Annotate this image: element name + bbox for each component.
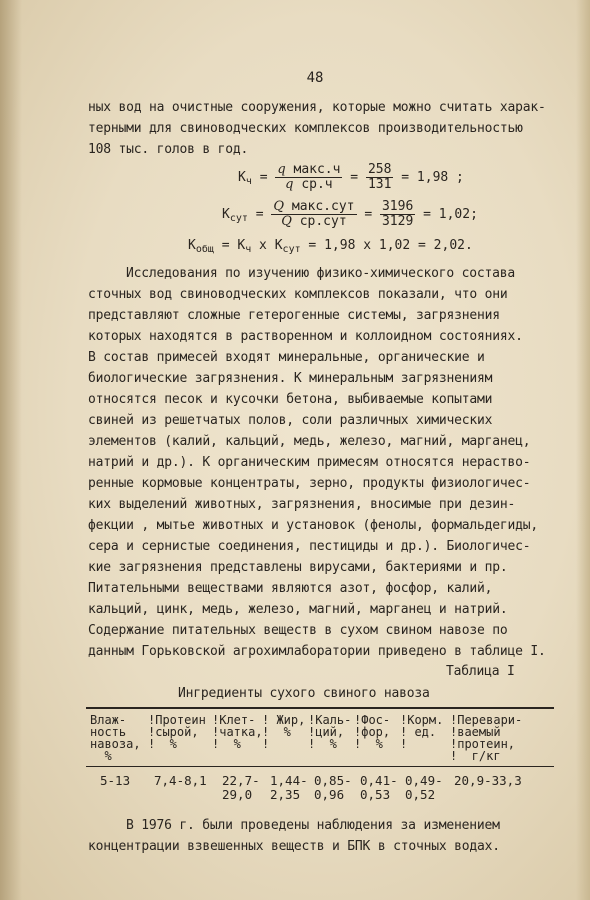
fraction-denominator: ср.сут [299, 214, 347, 229]
text-line: элементов (калий, кальций, медь, железо, магний, марганец, [88, 434, 531, 449]
text-line: натрий и др.). К органическим примесям относятся нераство- [88, 455, 531, 470]
table-cell: 5-13 [100, 773, 131, 788]
formula-kobsh [188, 238, 473, 255]
table-header-cell: Влаж- ность навоза, % [90, 713, 141, 763]
fraction-numerator: макс.сут [291, 199, 355, 214]
formula-part: = К [221, 238, 246, 253]
text-line: кие загрязнения представлены вирусами, бактериями и пр. [88, 560, 508, 575]
formula-subscript: общ [195, 244, 214, 255]
formula-symbol: К [222, 207, 230, 222]
text-line: терными для свиноводческих комплексов производительностью [88, 121, 523, 136]
fraction: $\frac{\text{q макс.ч}}{\text{q ср.ч}}$ [277, 162, 341, 192]
formula-result: = 1,98 ; [401, 170, 464, 185]
table-cell: 1,44- 2,35 [270, 773, 308, 802]
table-title: Ингредиенты сухого свиного навоза [178, 686, 430, 701]
table-header-cell: ! Жир, ! % ! [262, 713, 306, 751]
text-line: относятся песок и кусочки бетона, выбиваемые копытами [88, 392, 493, 407]
table-cell: 0,41- 0,53 [360, 773, 398, 802]
table-cell: 22,7- 29,0 [222, 773, 260, 802]
fraction-denominator: ср.ч [301, 177, 333, 192]
formula-part: х К [251, 238, 283, 253]
text-line: ких выделений животных, загрязнения, вносимые при дезин- [88, 497, 516, 512]
fraction-numerator: макс.ч [293, 162, 341, 177]
page-number: 48 [306, 70, 324, 86]
text-line: 108 тыс. голов в год. [88, 142, 249, 157]
text-line: сера и сернистые соединения, пестициды и др.). Биологичес- [88, 539, 531, 554]
table-cell: 7,4-8,1 [154, 773, 207, 788]
text-line: ных вод на очистные сооружения, которые можно считать харак- [88, 100, 546, 115]
formula-symbol: К [188, 238, 196, 253]
text-line: представляют сложные гетерогенные системы, загрязнения [88, 308, 500, 323]
text-line: которых находятся в растворенном и коллоидном состояниях. [88, 329, 523, 344]
table-header-cell: !Каль- !ций, ! % [308, 713, 352, 751]
table-header-cell: !Протеин !сырой, ! % [148, 713, 206, 751]
fraction-numerator-value: 258 [367, 162, 392, 177]
formula-subscript: ч [245, 176, 252, 187]
text-line: Исследования по изучению физико-химического состава [126, 266, 515, 281]
table-header-cell: !Клет- !чатка, ! % [212, 713, 263, 751]
table-top-rule [86, 707, 554, 709]
fraction-denominator-value: 131 [367, 177, 392, 192]
text-line: биологические загрязнения. К минеральным загрязнениям [88, 371, 493, 386]
text-line: В 1976 г. были проведены наблюдения за изменением [126, 818, 500, 833]
fraction-numerator-value: 3196 [381, 199, 414, 214]
text-line: фекции , мытье животных и установок (фенолы, формальдегиды, [88, 518, 538, 533]
fraction: $\frac{\text{Q макс.сут}}{\text{Q ср.сут}}$ [273, 199, 355, 229]
formula-subscript: сут [282, 244, 301, 255]
table-label: Таблица I [446, 664, 515, 679]
formula-subscript: ч [245, 244, 252, 255]
text-line: данным Горьковской агрохимлаборатории приведено в таблице I. [88, 644, 546, 659]
fraction-denominator-value: 3129 [381, 214, 414, 229]
text-line: свиней из решетчатых полов, соли различных химических [88, 413, 493, 428]
text-line: концентрации взвешенных веществ и БПК в сточных водах. [88, 839, 500, 854]
text-line: кальций, цинк, медь, железо, магний, марганец и натрий. [88, 602, 508, 617]
formula-kch: $К_ч$ = $\frac{\text{q макс.ч}}{\text{q ср.ч}}$ = $\frac{258}{131}$ = 1,98 ; [238, 162, 464, 192]
formula-result: = 1,02; [423, 207, 478, 222]
fraction-values [366, 163, 393, 192]
table-cell: 0,49- 0,52 [405, 773, 443, 802]
text-line: ренные кормовые концентраты, зерно, продукты физиологичес- [88, 476, 531, 491]
text-line: Содержание питательных веществ в сухом свином навозе по [88, 623, 508, 638]
formula-subscript: сут [229, 213, 248, 224]
table-header-rule [86, 766, 554, 767]
formula-symbol: К [238, 170, 246, 185]
fraction-values [380, 200, 415, 229]
text-line: сточных вод свиноводческих комплексов показали, что они [88, 287, 508, 302]
formula-result: = 1,98 х 1,02 = 2,02. [300, 238, 473, 253]
table-header-cell: !Перевари- !ваемый !протеин, ! г/кг [450, 713, 523, 763]
table-header-cell: !Фос- !фор, ! % [354, 713, 391, 751]
table-cell: 0,85- 0,96 [314, 773, 352, 802]
table-cell: 20,9-33,3 [454, 773, 522, 788]
formula-ksut: $К_{сут}$ = $\frac{\text{Q макс.сут}}{\text{Q ср.сут}}$ = $\frac{3196}{3129}$ = 1,02; [222, 199, 478, 229]
text-line: В состав примесей входят минеральные, органические и [88, 350, 485, 365]
table-header-cell: !Корм. ! ед. ! [400, 713, 444, 751]
text-line: Питательными веществами являются азот, фосфор, калий, [88, 581, 493, 596]
